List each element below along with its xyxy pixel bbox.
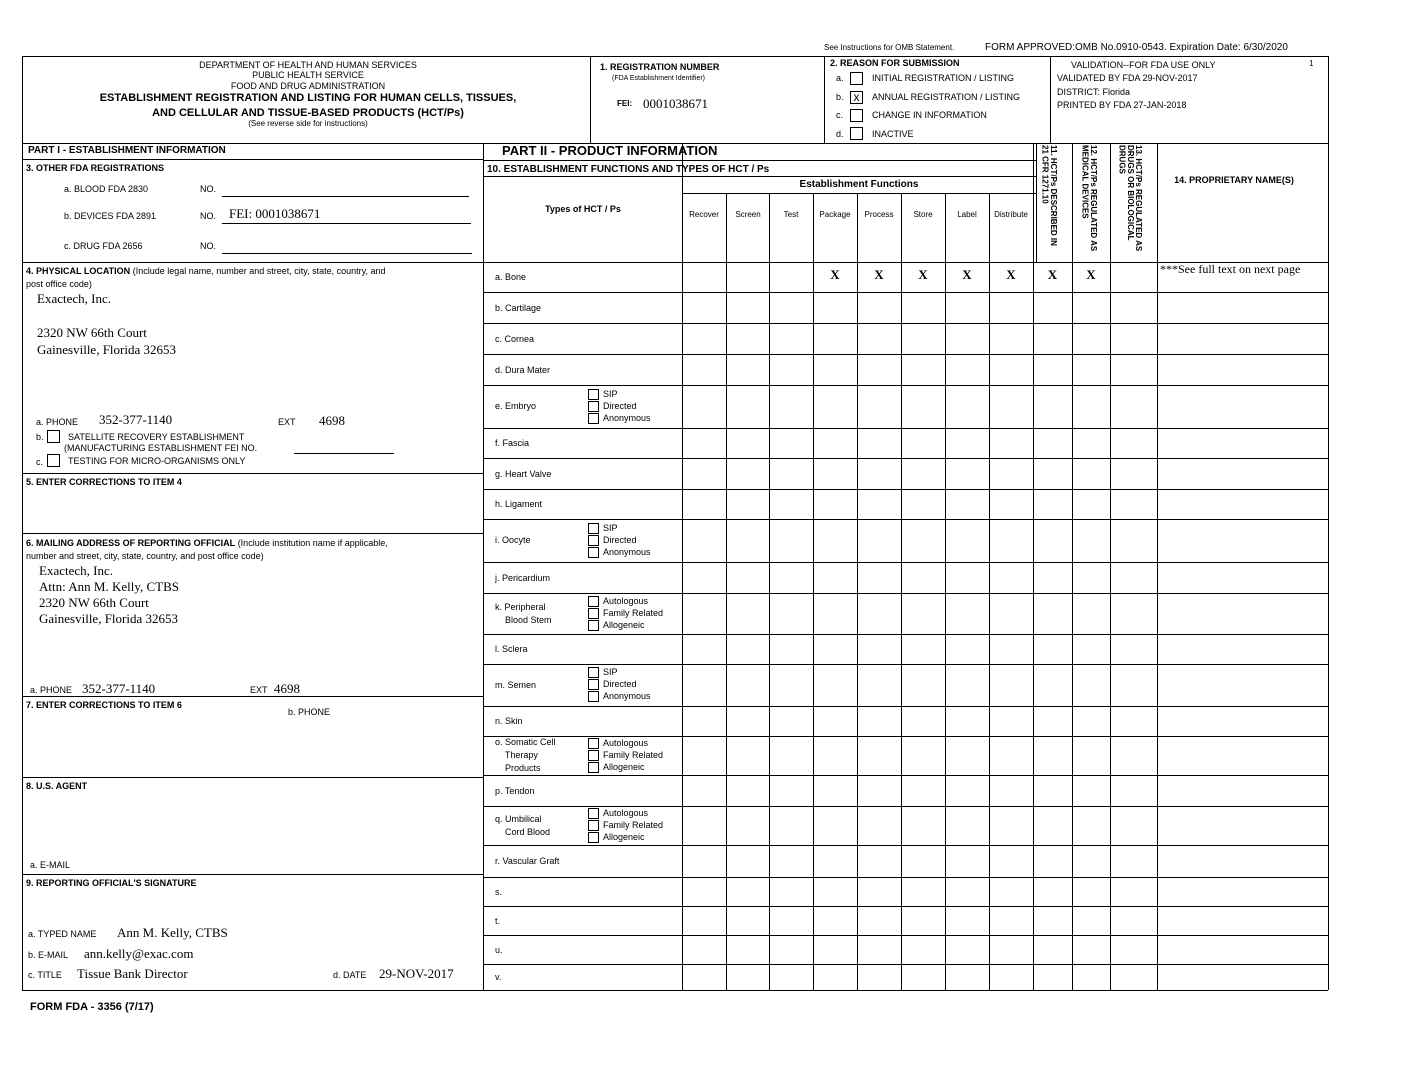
phone-label: a. PHONE	[36, 417, 79, 427]
reason-letter: b.	[836, 92, 844, 102]
hctp-sub-checkbox[interactable]	[588, 667, 599, 678]
section7-phone-label: b. PHONE	[288, 707, 331, 717]
title-value[interactable]: Tissue Bank Director	[77, 966, 188, 981]
section4-title: 4. PHYSICAL LOCATION	[26, 266, 131, 276]
hctp-row-label: j. Pericardium	[495, 572, 551, 583]
hctp-row-label: i. Oocyte	[495, 535, 531, 545]
reason-change-checkbox[interactable]	[850, 109, 863, 122]
hctp-row-label: d. Dura Mater	[495, 364, 551, 375]
drug-no-field[interactable]	[222, 253, 472, 254]
function-header-label: Label	[957, 210, 977, 219]
mail-ext-value[interactable]: 4698	[274, 681, 300, 696]
district: DISTRICT: Florida	[1057, 87, 1131, 97]
hctp-sub-checkbox[interactable]	[588, 820, 599, 831]
hctp-row-label: p. Tendon	[495, 785, 535, 796]
hctp-row-label: g. Heart Valve	[495, 468, 552, 479]
satellite-label: SATELLITE RECOVERY ESTABLISHMENT	[68, 432, 245, 442]
reason-annual-checkbox[interactable]	[850, 91, 863, 104]
omb-note: See Instructions for OMB Statement.	[824, 43, 955, 52]
section6-title: 6. MAILING ADDRESS OF REPORTING OFFICIAL	[26, 538, 236, 548]
function-header-test: Test	[783, 210, 799, 219]
reason-label: 2. REASON FOR SUBMISSION	[830, 58, 960, 68]
typed-name-value[interactable]: Ann M. Kelly, CTBS	[117, 925, 228, 940]
hctp-sub-checkbox[interactable]	[588, 620, 599, 631]
section6-note2: number and street, city, state, country, and post office code)	[26, 551, 264, 561]
ext-label: EXT	[278, 417, 296, 427]
section6-label	[26, 538, 388, 548]
section4-label	[26, 266, 386, 276]
form-id: FORM FDA - 3356 (7/17)	[30, 1001, 154, 1013]
hctp-sub-checkbox[interactable]	[588, 596, 599, 607]
section7-label: 7. ENTER CORRECTIONS TO ITEM 6	[26, 700, 182, 710]
mail-street[interactable]: 2320 NW 66th Court	[39, 595, 149, 610]
section3-label: 3. OTHER FDA REGISTRATIONS	[26, 163, 165, 173]
no-label: NO.	[200, 241, 217, 251]
hctp-row-label: a. Bone	[495, 272, 527, 282]
registration-sublabel: (FDA Establishment Identifier)	[612, 75, 705, 82]
section10-label: 10. ESTABLISHMENT FUNCTIONS AND TYPES OF HCT / Ps	[487, 164, 770, 175]
reason-initial-checkbox[interactable]	[850, 72, 863, 85]
location-city[interactable]: Gainesville, Florida 32653	[37, 342, 177, 357]
agent-email-label: a. E-MAIL	[30, 860, 71, 870]
testing-label: TESTING FOR MICRO-ORGANISMS ONLY	[68, 456, 246, 466]
agency-line: FOOD AND DRUG ADMINISTRATION	[230, 80, 386, 91]
hctp-row-label: o. Somatic Cell Therapy Products	[495, 737, 556, 773]
function-header-process: Process	[864, 210, 894, 219]
devices-label: b. DEVICES FDA 2891	[64, 211, 157, 221]
function-mark[interactable]: X	[830, 267, 840, 282]
hctp-row-label: n. Skin	[495, 716, 523, 726]
blood-label: a. BLOOD FDA 2830	[64, 184, 149, 194]
check-mark: x	[853, 90, 860, 104]
devices-no-value[interactable]: FEI: 0001038671	[229, 206, 321, 221]
part2-title: PART II - PRODUCT INFORMATION	[502, 143, 718, 158]
hctp-sub-label: Allogeneic	[603, 761, 645, 772]
page-number: 1	[1309, 59, 1314, 68]
hctp-sub-checkbox[interactable]	[588, 535, 599, 546]
hctp-sub-label: Directed	[603, 400, 637, 411]
section9-label: 9. REPORTING OFFICIAL'S SIGNATURE	[26, 878, 197, 888]
part1-title: PART I - ESTABLISHMENT INFORMATION	[28, 145, 226, 156]
hctp-sub-checkbox[interactable]	[588, 691, 599, 702]
hctp-row-label: b. Cartilage	[495, 302, 542, 313]
satellite-fei-field[interactable]	[294, 453, 394, 454]
function-header-distribute: Distribute	[994, 210, 1028, 219]
section4-note: (Include legal name, number and street, city, state, country, and	[132, 266, 386, 276]
hctp-sub-checkbox[interactable]	[588, 523, 599, 534]
col14-header: 14. PROPRIETARY NAME(S)	[1174, 175, 1294, 185]
date-value[interactable]: 29-NOV-2017	[379, 966, 454, 981]
fei-value[interactable]: 0001038671	[643, 96, 708, 111]
email-value[interactable]: ann.kelly@exac.com	[84, 946, 194, 961]
form-approved-text: FORM APPROVED:OMB No.0910-0543. Expiration Date: 6/30/2020	[985, 42, 1288, 53]
hctp-sub-checkbox[interactable]	[588, 547, 599, 558]
section5-label: 5. ENTER CORRECTIONS TO ITEM 4	[26, 477, 182, 487]
col12-header: 12. HCT/Ps REGULATED AS MEDICAL DEVICES	[1080, 145, 1098, 252]
hctp-row-label: c. Cornea	[495, 333, 535, 344]
functions-label: Establishment Functions	[799, 179, 919, 190]
mail-attn[interactable]: Attn: Ann M. Kelly, CTBS	[39, 579, 180, 594]
mail-city[interactable]: Gainesville, Florida 32653	[39, 611, 179, 626]
hctp-sub-label: SIP	[603, 522, 618, 533]
hctp-row-label: r. Vascular Graft	[495, 856, 560, 866]
function-mark[interactable]: X	[1047, 267, 1058, 282]
location-street[interactable]: 2320 NW 66th Court	[37, 325, 147, 340]
hctp-sub-checkbox[interactable]	[588, 750, 599, 761]
agency-line: DEPARTMENT OF HEALTH AND HUMAN SERVICES	[199, 60, 417, 70]
location-name[interactable]: Exactech, Inc.	[37, 291, 111, 306]
blood-no-field[interactable]	[222, 196, 469, 197]
agency-header	[30, 60, 586, 129]
hctp-sub-label: Family Related	[603, 819, 664, 830]
section6-note: (Include institution name if applicable,	[237, 538, 388, 548]
hctp-sub-checkbox[interactable]	[588, 389, 599, 400]
mail-phone-value[interactable]: 352-377-1140	[82, 681, 156, 696]
hctp-row-label: k. Peripheral Blood Stem	[495, 601, 552, 625]
hctp-sub-checkbox[interactable]	[588, 762, 599, 773]
agency-line: PUBLIC HEALTH SERVICE	[252, 70, 364, 81]
function-mark[interactable]: X	[918, 267, 928, 282]
drug-label: c. DRUG FDA 2656	[64, 241, 143, 251]
reason-letter: c.	[836, 110, 844, 120]
hctp-sub-checkbox[interactable]	[588, 808, 599, 819]
testing-letter: c.	[36, 457, 44, 467]
hctp-sub-checkbox[interactable]	[588, 679, 599, 690]
validated-by: VALIDATED BY FDA 29-NOV-2017	[1057, 73, 1198, 83]
validation-label: VALIDATION--FOR FDA USE ONLY	[1071, 60, 1216, 70]
hctp-row-label: u.	[495, 944, 503, 955]
hctp-sub-label: Autologous	[603, 737, 649, 748]
function-header-recover: Recover	[689, 210, 719, 219]
hctp-sub-checkbox[interactable]	[588, 738, 599, 749]
section4-note2: post office code)	[26, 279, 92, 289]
no-label: NO.	[200, 211, 217, 221]
reason-annual-label: ANNUAL REGISTRATION / LISTING	[872, 92, 1021, 102]
hctp-row-label: m. Semen	[495, 679, 537, 690]
reason-letter: d.	[836, 129, 844, 139]
form-title-line1: ESTABLISHMENT REGISTRATION AND LISTING FOR HUMAN CELLS, TISSUES,	[99, 92, 517, 105]
hctp-sub-label: Directed	[603, 534, 637, 545]
reason-change-label: CHANGE IN INFORMATION	[872, 110, 987, 120]
hctp-sub-label: Autologous	[603, 595, 649, 606]
hctp-row-label: t.	[495, 915, 501, 926]
hctp-row-label: l. Sclera	[495, 644, 528, 654]
mail-phone-label: a. PHONE	[30, 685, 73, 695]
title-label: c. TITLE	[28, 970, 62, 980]
hctp-sub-label: Autologous	[603, 807, 649, 818]
col13-header: 13. HCT/Ps REGULATED AS DRUGS OR BIOLOGICAL DRUGS	[1117, 145, 1144, 252]
hctp-sub-label: Allogeneic	[603, 831, 645, 842]
hctp-sub-label: SIP	[603, 388, 618, 399]
reason-inactive-label: INACTIVE	[872, 129, 914, 139]
mail-ext-label: EXT	[250, 685, 268, 695]
hctp-sub-label: Anonymous	[603, 691, 651, 701]
reason-inactive-checkbox[interactable]	[850, 127, 863, 140]
mail-name[interactable]: Exactech, Inc.	[39, 563, 113, 578]
function-header-screen: Screen	[735, 210, 761, 219]
testing-checkbox[interactable]	[47, 454, 60, 467]
function-header-store: Store	[913, 210, 933, 219]
reverse-note: (See reverse side for instructions)	[248, 119, 368, 129]
satellite-fei-label: (MANUFACTURING ESTABLISHMENT FEI NO.	[64, 443, 258, 453]
function-mark[interactable]: X	[874, 267, 884, 282]
registration-label: 1. REGISTRATION NUMBER	[600, 62, 720, 72]
hctp-sub-label: Allogeneic	[603, 619, 645, 630]
types-label: Types of HCT / Ps	[545, 204, 621, 214]
hctp-sub-label: Family Related	[603, 749, 664, 760]
hctp-sub-label: SIP	[603, 667, 618, 677]
function-mark[interactable]: X	[962, 267, 972, 282]
hctp-row-label: f. Fascia	[495, 438, 530, 448]
function-header-package: Package	[819, 210, 851, 219]
hctp-sub-checkbox[interactable]	[588, 832, 599, 843]
hctp-row-label: h. Ligament	[495, 499, 543, 509]
hctp-sub-label: Family Related	[603, 607, 664, 618]
hctp-row-label: q. Umbilical Cord Blood	[495, 813, 551, 837]
typed-name-label: a. TYPED NAME	[28, 929, 97, 939]
ext-value[interactable]: 4698	[319, 413, 345, 428]
hctp-row-label: s.	[495, 886, 503, 897]
reason-letter: a.	[836, 73, 844, 83]
fei-label: FEI:	[617, 99, 633, 108]
section8-label: 8. U.S. AGENT	[26, 781, 88, 791]
form-title-line2: AND CELLULAR AND TISSUE-BASED PRODUCTS (HCT/Ps)	[152, 106, 464, 119]
reason-initial-label: INITIAL REGISTRATION / LISTING	[872, 73, 1015, 83]
satellite-checkbox[interactable]	[47, 430, 60, 443]
hctp-sub-checkbox[interactable]	[588, 608, 599, 619]
bone-proprietary-note: ***See full text on next page	[1160, 262, 1301, 276]
date-label: d. DATE	[333, 970, 367, 980]
printed-by: PRINTED BY FDA 27-JAN-2018	[1057, 100, 1187, 110]
hctp-sub-label: Anonymous	[603, 412, 651, 423]
hctp-sub-checkbox[interactable]	[588, 413, 599, 424]
hctp-row-label: e. Embryo	[495, 401, 537, 411]
hctp-sub-label: Anonymous	[603, 546, 651, 557]
satellite-letter: b.	[36, 432, 44, 442]
col11-header: 11. HCT/Ps DESCRIBED IN 21 CFR 1271.10	[1040, 145, 1058, 246]
hctp-sub-label: Directed	[603, 679, 637, 689]
function-mark[interactable]: X	[1086, 267, 1096, 282]
function-mark[interactable]: X	[1006, 267, 1016, 282]
phone-value[interactable]: 352-377-1140	[99, 412, 173, 427]
hctp-sub-checkbox[interactable]	[588, 401, 599, 412]
email-label: b. E-MAIL	[28, 950, 69, 960]
hctp-row-label: v.	[495, 972, 502, 982]
no-label: NO.	[200, 184, 217, 194]
